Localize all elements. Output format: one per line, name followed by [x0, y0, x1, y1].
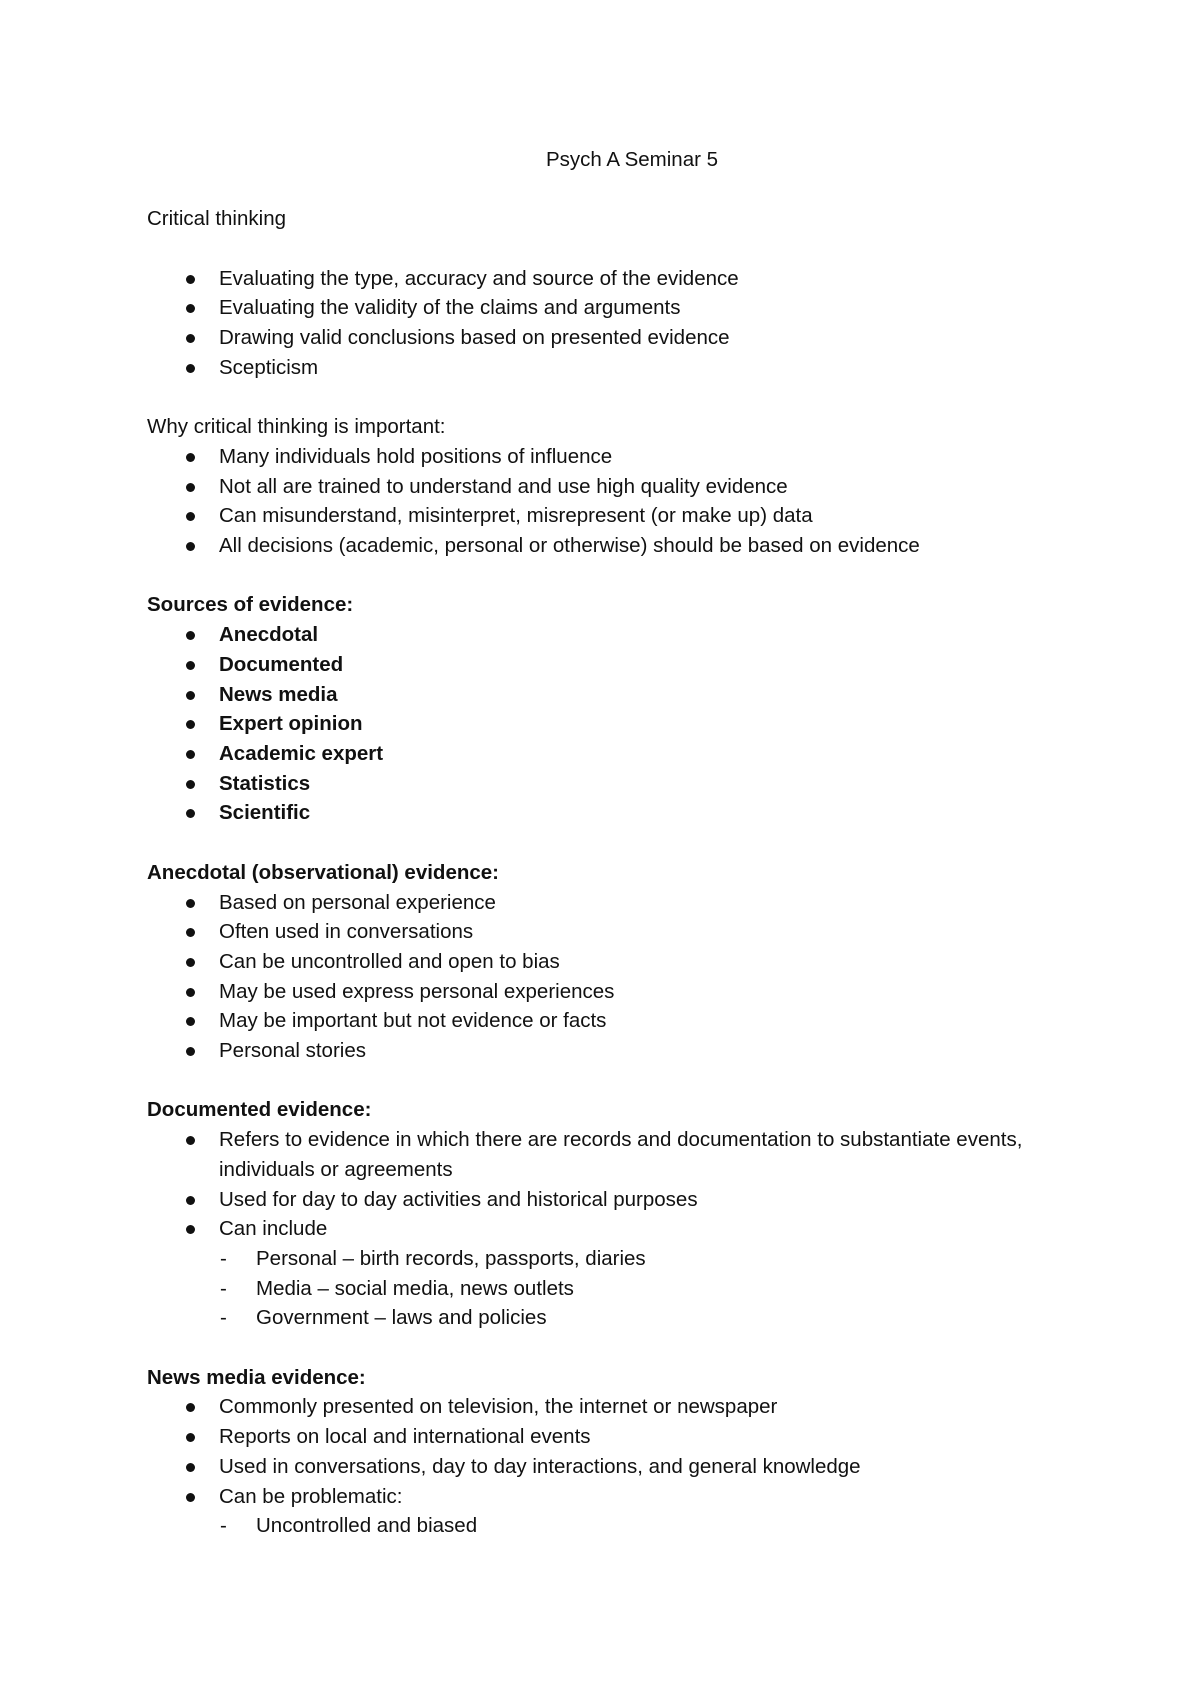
spacer [147, 383, 1107, 413]
document-title: Psych A Seminar 5 [545, 148, 719, 171]
dash-icon: - [220, 1306, 227, 1330]
bullet-icon [186, 1196, 195, 1205]
bullet-icon [186, 512, 195, 521]
bullet-icon [186, 304, 195, 313]
why-important-list [147, 442, 1107, 561]
bullet-icon [186, 691, 195, 700]
list-item: Refers to evidence in which there are records and documentation to substantiate events, individuals or agreements [147, 1125, 1107, 1184]
anecdotal-list [147, 888, 1107, 1066]
list-item: Documented [147, 650, 1107, 680]
bullet-icon [186, 809, 195, 818]
list-item: Commonly presented on television, the internet or newspaper [147, 1392, 1107, 1422]
spacer [147, 561, 1107, 591]
section-heading-sources: Sources of evidence: [147, 593, 354, 617]
list-item: Evaluating the validity of the claims and arguments [147, 293, 1107, 323]
section-heading-why-important: Why critical thinking is important: [147, 415, 446, 439]
bullet-icon [186, 542, 195, 551]
list-item: News media [147, 680, 1107, 710]
sub-list-item: - Media – social media, news outlets [147, 1274, 1107, 1304]
bullet-icon [186, 661, 195, 670]
list-item: Expert opinion [147, 709, 1107, 739]
bullet-icon [186, 483, 195, 492]
documented-list [147, 1125, 1107, 1244]
list-item: Used in conversations, day to day interactions, and general knowledge [147, 1452, 1107, 1482]
list-item: Can be uncontrolled and open to bias [147, 947, 1107, 977]
list-item: Often used in conversations [147, 917, 1107, 947]
list-item: Drawing valid conclusions based on presented evidence [147, 323, 1107, 353]
bullet-icon [186, 1225, 195, 1234]
bullet-icon [186, 1433, 195, 1442]
bullet-icon [186, 453, 195, 462]
list-item: Can be problematic: [147, 1482, 1107, 1512]
bullet-icon [186, 1017, 195, 1026]
sub-list-item: - Personal – birth records, passports, diaries [147, 1244, 1107, 1274]
critical-thinking-list [147, 264, 1107, 383]
news-media-list [147, 1392, 1107, 1511]
sub-list-item: - Uncontrolled and biased [147, 1511, 1107, 1541]
list-item: Many individuals hold positions of influence [147, 442, 1107, 472]
section-heading-documented: Documented evidence: [147, 1098, 372, 1122]
bullet-icon [186, 1493, 195, 1502]
sub-list-item: - Government – laws and policies [147, 1303, 1107, 1333]
spacer [147, 1333, 1107, 1363]
list-item: Scepticism [147, 353, 1107, 383]
bullet-icon [186, 720, 195, 729]
spacer [147, 175, 1107, 205]
bullet-icon [186, 1463, 195, 1472]
list-item: May be used express personal experiences [147, 977, 1107, 1007]
bullet-icon [186, 928, 195, 937]
bullet-icon [186, 780, 195, 789]
list-item: Reports on local and international events [147, 1422, 1107, 1452]
documented-sublist [147, 1244, 1107, 1333]
bullet-icon [186, 1047, 195, 1056]
section-heading-anecdotal: Anecdotal (observational) evidence: [147, 860, 500, 884]
spacer [147, 234, 1107, 264]
list-item: Can include [147, 1214, 1107, 1244]
bullet-icon [186, 1136, 195, 1145]
spacer [147, 1066, 1107, 1096]
list-item: Not all are trained to understand and use high quality evidence [147, 472, 1107, 502]
bullet-icon [186, 958, 195, 967]
bullet-icon [186, 334, 195, 343]
section-heading-critical-thinking: Critical thinking [147, 207, 286, 231]
list-item: Scientific [147, 798, 1107, 828]
bullet-icon [186, 275, 195, 284]
section-heading-news-media: News media evidence: [147, 1365, 366, 1389]
bullet-icon [186, 364, 195, 373]
list-item: Statistics [147, 769, 1107, 799]
list-item: Academic expert [147, 739, 1107, 769]
dash-icon: - [220, 1514, 227, 1538]
document-content [147, 145, 1107, 1541]
list-item: Evaluating the type, accuracy and source of the evidence [147, 264, 1107, 294]
list-item: Based on personal experience [147, 888, 1107, 918]
news-media-sublist [147, 1511, 1107, 1541]
bullet-icon [186, 988, 195, 997]
bullet-icon [186, 899, 195, 908]
bullet-icon [186, 631, 195, 640]
dash-icon: - [220, 1246, 227, 1270]
list-item: Used for day to day activities and historical purposes [147, 1185, 1107, 1215]
list-item: All decisions (academic, personal or otherwise) should be based on evidence [147, 531, 1107, 561]
list-item: Anecdotal [147, 620, 1107, 650]
list-item: May be important but not evidence or facts [147, 1006, 1107, 1036]
spacer [147, 828, 1107, 858]
dash-icon: - [220, 1276, 227, 1300]
list-item: Personal stories [147, 1036, 1107, 1066]
bullet-icon [186, 750, 195, 759]
bullet-icon [186, 1403, 195, 1412]
list-item: Can misunderstand, misinterpret, misrepresent (or make up) data [147, 501, 1107, 531]
sources-list [147, 620, 1107, 828]
